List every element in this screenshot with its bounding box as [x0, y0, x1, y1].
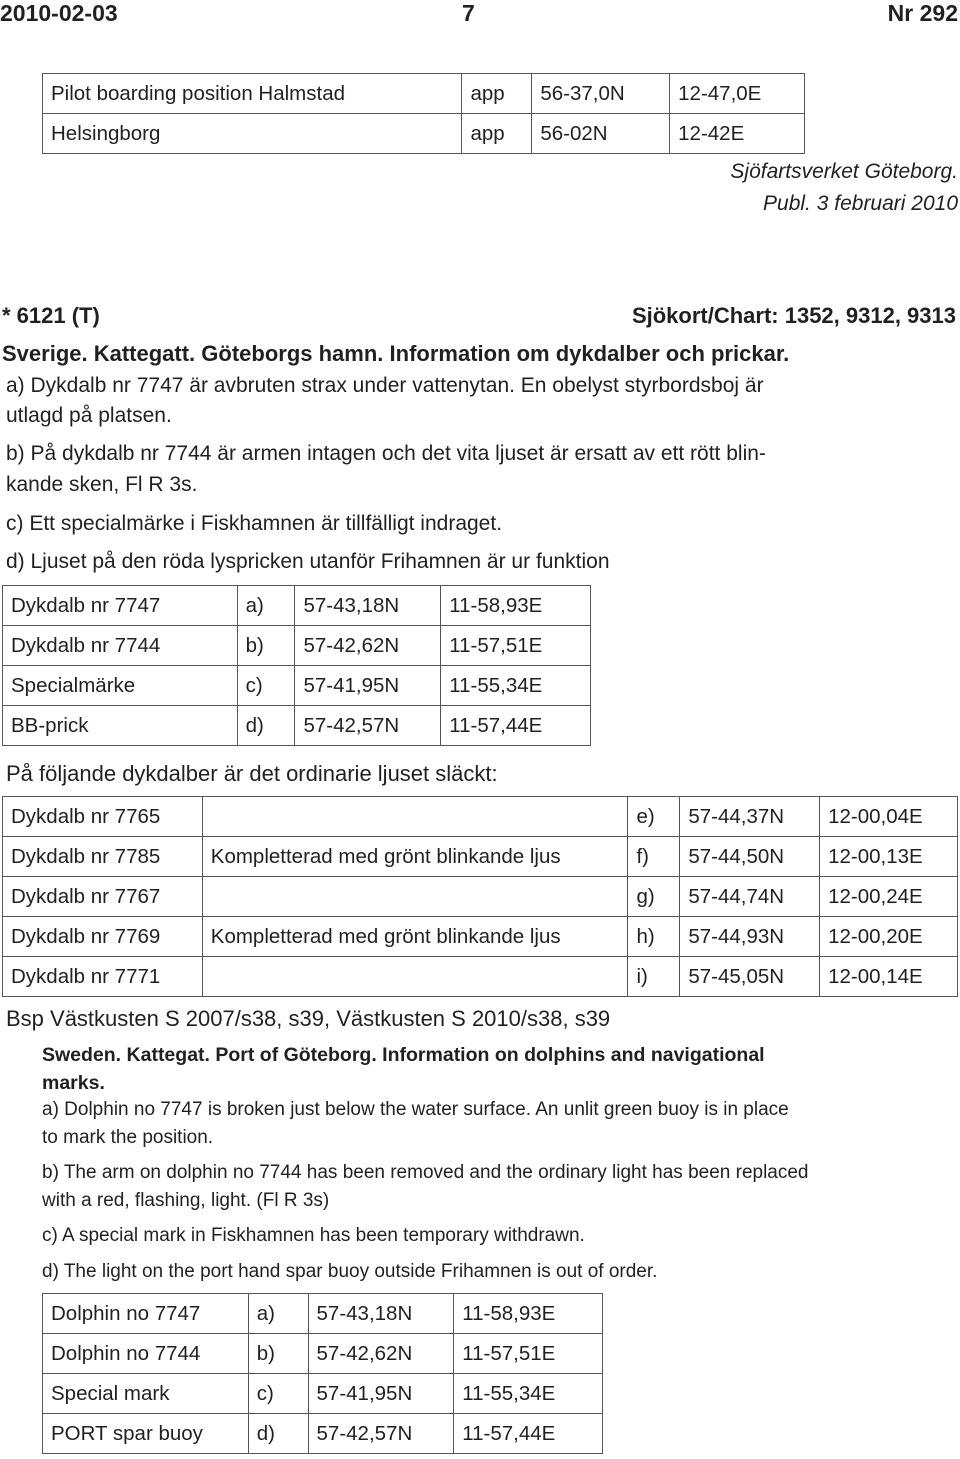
publication-date: Publ. 3 februari 2010 — [763, 192, 958, 215]
table-cell: 12-00,04E — [820, 797, 958, 837]
table-cell: 12-00,13E — [820, 837, 958, 877]
table-cell: Pilot boarding position Halmstad — [43, 74, 462, 114]
table-cell — [202, 797, 628, 837]
paragraph-sv-b: b) På dykdalb nr 7744 är armen intagen och det vita ljuset är ersatt av ett rött blin- — [6, 442, 766, 465]
table-cell: Dykdalb nr 7765 — [3, 797, 203, 837]
table-cell: 12-47,0E — [670, 74, 805, 114]
table-cell: 12-00,24E — [820, 877, 958, 917]
table-cell: d) — [237, 706, 295, 746]
table-cell: f) — [628, 837, 680, 877]
table-cell: 57-44,50N — [680, 837, 820, 877]
table-row — [3, 917, 958, 957]
extinguished-lights-heading: På följande dykdalber är det ordinarie ljuset släckt: — [6, 761, 498, 786]
table-row — [3, 586, 591, 626]
table-row — [3, 797, 958, 837]
table-row — [3, 706, 591, 746]
table-cell: g) — [628, 877, 680, 917]
table-cell: Dykdalb nr 7771 — [3, 957, 203, 997]
table-cell: 57-44,93N — [680, 917, 820, 957]
table-cell: 57-42,62N — [308, 1334, 454, 1374]
table-cell: 57-44,37N — [680, 797, 820, 837]
table-cell: a) — [237, 586, 295, 626]
table-cell: c) — [237, 666, 295, 706]
paragraph-sv-b-cont: kande sken, Fl R 3s. — [6, 473, 198, 496]
table-cell: Dolphin no 7744 — [43, 1334, 249, 1374]
table-cell: Kompletterad med grönt blinkande ljus — [202, 837, 628, 877]
chart-publication-reference: Bsp Västkusten S 2007/s38, s39, Västkusten S 2010/s38, s39 — [6, 1006, 611, 1031]
paragraph-en-b-cont: with a red, flashing, light. (Fl R 3s) — [42, 1190, 330, 1211]
paragraph-sv-a-cont: utlagd på platsen. — [6, 404, 172, 427]
notice-title-en-cont: marks. — [42, 1072, 105, 1094]
table-cell: 57-42,62N — [295, 626, 441, 666]
table-row — [3, 877, 958, 917]
notice-title-en: Sweden. Kattegat. Port of Göteborg. Information on dolphins and navigational — [42, 1044, 765, 1066]
table-row — [3, 626, 591, 666]
paragraph-sv-a: a) Dykdalb nr 7747 är avbruten strax under vattenytan. En obelyst styrbordsboj är — [6, 374, 764, 397]
position-table-sv — [2, 585, 591, 746]
table-cell: Dykdalb nr 7767 — [3, 877, 203, 917]
table-cell: app — [462, 74, 532, 114]
table-row — [43, 74, 805, 114]
table-cell: 56-02N — [532, 114, 670, 154]
publisher-line: Sjöfartsverket Göteborg. — [730, 160, 958, 183]
notice-number: * 6121 (T) — [2, 303, 100, 328]
table-cell: Dolphin no 7747 — [43, 1294, 249, 1334]
table-row — [43, 1414, 603, 1454]
paragraph-en-c: c) A special mark in Fiskhamnen has been temporary withdrawn. — [42, 1225, 585, 1246]
table-cell: 57-42,57N — [308, 1414, 454, 1454]
table-cell: 57-44,74N — [680, 877, 820, 917]
table-cell: BB-prick — [3, 706, 238, 746]
paragraph-en-a-cont: to mark the position. — [42, 1127, 214, 1148]
table-cell: a) — [248, 1294, 308, 1334]
table-cell — [202, 877, 628, 917]
table-cell: 11-57,44E — [441, 706, 591, 746]
table-cell: Dykdalb nr 7785 — [3, 837, 203, 877]
pilot-boarding-table — [42, 73, 805, 154]
table-cell: Specialmärke — [3, 666, 238, 706]
table-cell: 57-45,05N — [680, 957, 820, 997]
table-cell: 11-57,51E — [441, 626, 591, 666]
paragraph-en-b: b) The arm on dolphin no 7744 has been removed and the ordinary light has been replaced — [42, 1162, 809, 1183]
page-date: 2010-02-03 — [0, 0, 118, 26]
table-row — [43, 1294, 603, 1334]
table-cell: Kompletterad med grönt blinkande ljus — [202, 917, 628, 957]
notice-title-sv: Sverige. Kattegatt. Göteborgs hamn. Information om dykdalber och prickar. — [2, 341, 790, 366]
table-cell: 57-42,57N — [295, 706, 441, 746]
paragraph-sv-d: d) Ljuset på den röda lyspricken utanför Frihamnen är ur funktion — [6, 550, 610, 573]
table-cell: 11-57,44E — [454, 1414, 603, 1454]
table-cell: d) — [248, 1414, 308, 1454]
table-cell: b) — [237, 626, 295, 666]
table-row — [43, 114, 805, 154]
table-cell — [202, 957, 628, 997]
paragraph-sv-c: c) Ett specialmärke i Fiskhamnen är tillfälligt indraget. — [6, 512, 503, 535]
page-number: 7 — [462, 0, 475, 26]
table-cell: 56-37,0N — [532, 74, 670, 114]
table-row — [3, 837, 958, 877]
table-cell: Helsingborg — [43, 114, 462, 154]
table-cell: 57-43,18N — [295, 586, 441, 626]
table-cell: Dykdalb nr 7747 — [3, 586, 238, 626]
table-cell: 11-55,34E — [441, 666, 591, 706]
table-cell: 12-00,14E — [820, 957, 958, 997]
table-cell: 11-58,93E — [454, 1294, 603, 1334]
table-cell: Dykdalb nr 7769 — [3, 917, 203, 957]
position-table-en — [42, 1293, 603, 1454]
table-row — [43, 1374, 603, 1414]
table-cell: 11-58,93E — [441, 586, 591, 626]
paragraph-en-d: d) The light on the port hand spar buoy outside Frihamnen is out of order. — [42, 1261, 658, 1282]
table-cell: 12-00,20E — [820, 917, 958, 957]
table-row — [3, 666, 591, 706]
table-cell: 11-55,34E — [454, 1374, 603, 1414]
table-row — [3, 957, 958, 997]
table-cell: app — [462, 114, 532, 154]
dolphin-table — [2, 796, 958, 997]
table-cell: Special mark — [43, 1374, 249, 1414]
table-cell: PORT spar buoy — [43, 1414, 249, 1454]
table-cell: 57-41,95N — [308, 1374, 454, 1414]
paragraph-en-a: a) Dolphin no 7747 is broken just below the water surface. An unlit green buoy is in place — [42, 1099, 789, 1120]
table-cell: Dykdalb nr 7744 — [3, 626, 238, 666]
table-cell: 57-41,95N — [295, 666, 441, 706]
table-cell: 12-42E — [670, 114, 805, 154]
table-cell: e) — [628, 797, 680, 837]
table-cell: b) — [248, 1334, 308, 1374]
table-cell: h) — [628, 917, 680, 957]
table-cell: i) — [628, 957, 680, 997]
table-cell: 57-43,18N — [308, 1294, 454, 1334]
table-row — [43, 1334, 603, 1374]
table-cell: 11-57,51E — [454, 1334, 603, 1374]
table-cell: c) — [248, 1374, 308, 1414]
chart-reference: Sjökort/Chart: 1352, 9312, 9313 — [631, 303, 956, 328]
issue-number: Nr 292 — [887, 0, 958, 26]
